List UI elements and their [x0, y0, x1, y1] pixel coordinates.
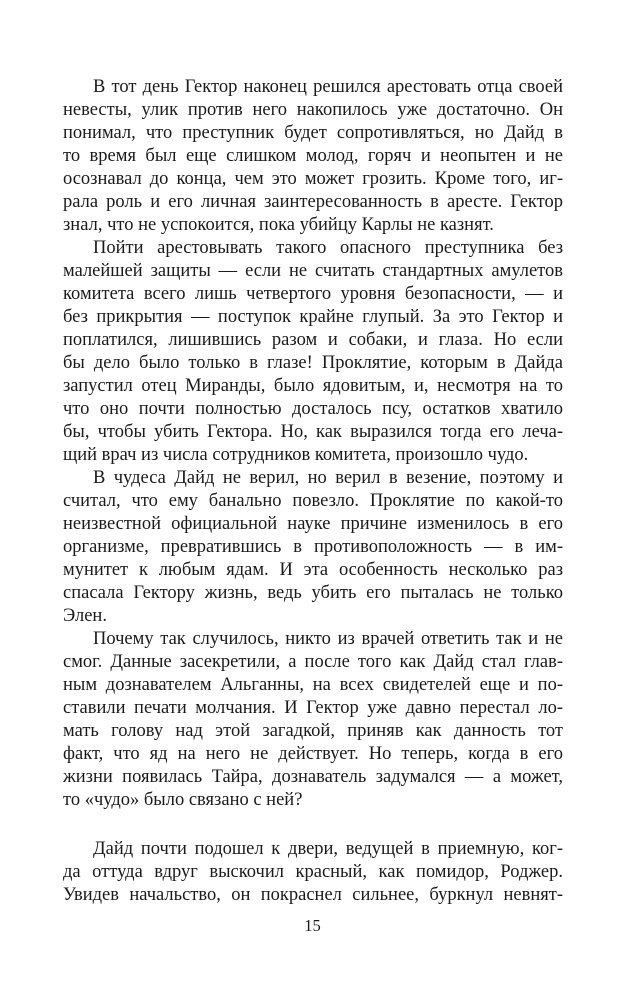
text-line: невесты, улик против него накопилось уже достаточно. Он	[63, 100, 563, 120]
text-line: бы дело было только в глазе! Проклятие, которым в Дайда	[63, 353, 563, 373]
text-line: бы, чтобы убить Гектора. Но, как выразился тогда его леча-	[63, 422, 563, 442]
text-line: Увидев начальство, он покраснел сильнее, буркнул невнят-	[63, 885, 563, 905]
text-line: ставили печати молчания. И Гектор уже давно перестал ло-	[63, 698, 563, 718]
text-line: спасала Гектору жизнь, ведь убить его пыталась не только	[63, 583, 563, 603]
text-line: Дайд почти подошел к двери, ведущей в приемную, ког-	[93, 839, 563, 859]
text-line: знал, что не успокоится, пока убийцу Карлы не казнят.	[63, 215, 494, 235]
text-line: В чудеса Дайд не верил, но верил в везение, поэтому и	[93, 468, 563, 488]
paragraph	[63, 237, 563, 467]
text-line: то «чудо» было связано с ней?	[63, 790, 303, 810]
text-line: ным дознавателем Альганны, на всех свидетелей еще и по-	[63, 675, 563, 695]
text-line: Элен.	[63, 606, 107, 626]
text-line: запустил отец Миранды, было ядовитым, и, несмотря на то	[63, 376, 563, 396]
paragraph	[63, 467, 563, 628]
text-line: мать голову над этой загадкой, приняв как данность тот	[63, 721, 563, 741]
text-line: малейшей защиты — если не считать стандартных амулетов	[63, 261, 563, 281]
text-line: факт, что яд на него не действует. Но теперь, когда в его	[63, 744, 563, 764]
text-line: осознавал до конца, чем это может грозить. Кроме того, иг-	[63, 169, 563, 189]
paragraph	[63, 838, 563, 907]
text-line: В тот день Гектор наконец решился арестовать отца своей	[93, 77, 563, 97]
text-line: считал, что ему банально повезло. Проклятие по какой-то	[63, 491, 563, 511]
text-line: комитета всего лишь четвертого уровня безопасности, — и	[63, 284, 563, 304]
text-line: организме, превратившись в противоположность — в им-	[63, 537, 563, 557]
text-line: понимал, что преступник будет сопротивляться, но Дайд в	[63, 123, 563, 143]
text-line: щий врач из числа сотрудников комитета, произошло чудо.	[63, 445, 529, 465]
text-line: то время был еще слишком молод, горяч и неопытен и не	[63, 146, 563, 166]
text-line: рала роль и его личная заинтересованность в аресте. Гектор	[63, 192, 563, 212]
text-line: мунитет к любым ядам. И эта особенность несколько раз	[63, 560, 563, 580]
text-line: да оттуда вдруг выскочил красный, как помидор, Роджер.	[63, 862, 563, 882]
text-line: что оно почти полностью досталось псу, остатков хватило	[63, 399, 563, 419]
page-text	[63, 76, 563, 907]
paragraph	[63, 76, 563, 237]
text-line: без прикрытия — поступок крайне глупый. За это Гектор и	[63, 307, 563, 327]
text-line: жизни появилась Тайра, дознаватель задумался — а может,	[63, 767, 563, 787]
page-number: 15	[304, 916, 321, 935]
paragraph	[63, 628, 563, 812]
text-line: смог. Данные засекретили, а после того как Дайд стал глав-	[63, 652, 563, 672]
text-line: Пойти арестовывать такого опасного преступника без	[93, 238, 563, 258]
text-line: Почему так случилось, никто из врачей ответить так и не	[93, 629, 563, 649]
text-line: неизвестной официальной науке причине изменилось в его	[63, 514, 563, 534]
text-line: поплатился, лишившись разом и собаки, и глаза. Но если	[63, 330, 563, 350]
